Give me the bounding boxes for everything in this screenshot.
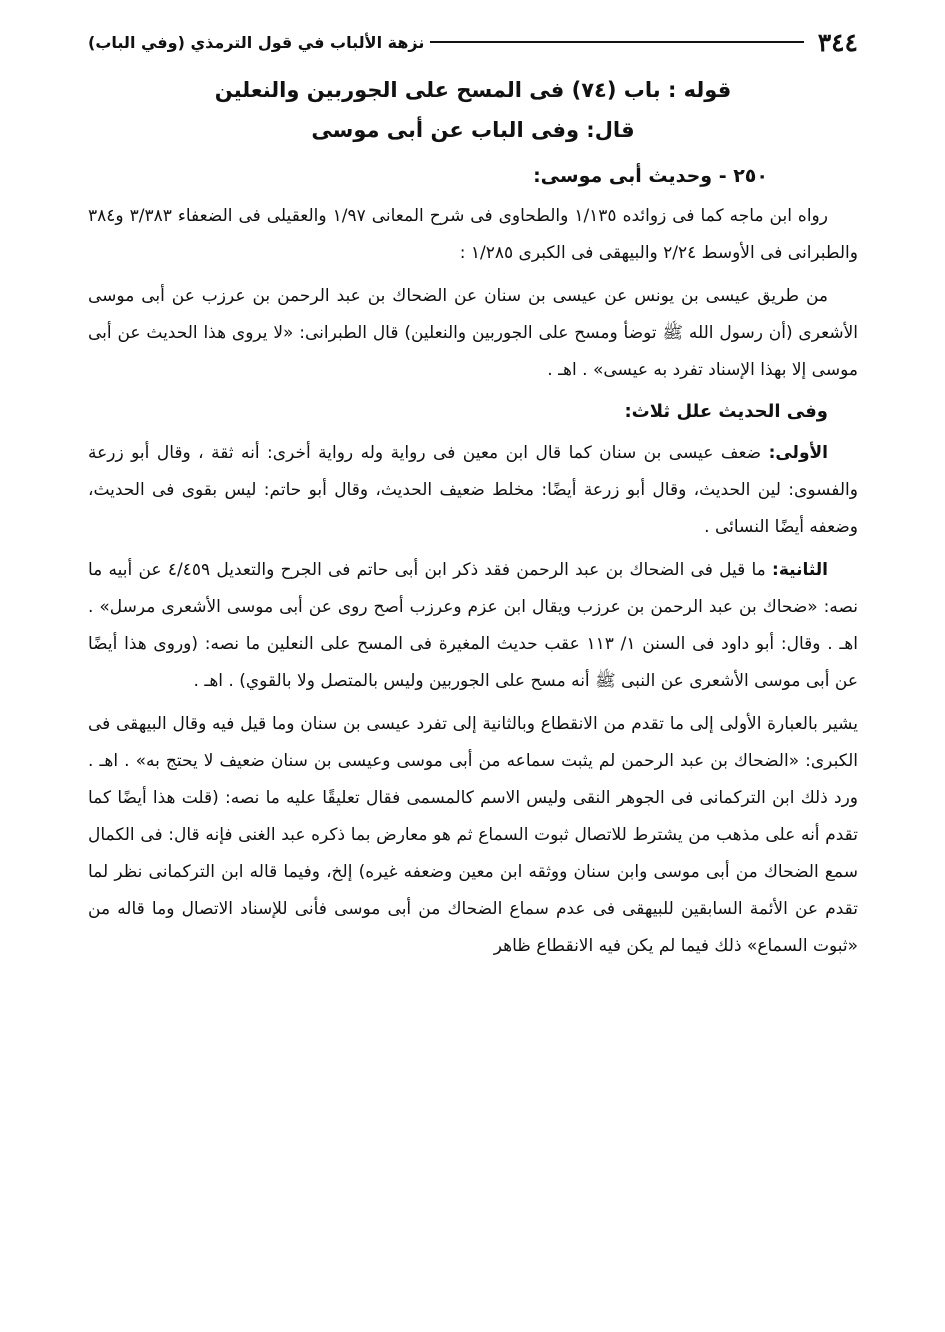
page-number: ٣٤٤ xyxy=(817,27,858,57)
paragraph-second-defect xyxy=(88,552,858,700)
book-page xyxy=(88,22,858,1312)
paragraph-isnad: من طريق عيسى بن يونس عن عيسى بن سنان عن الضحاك بن عبد الرحمن بن عرزب عن أبى موسى الأشعرى (أن رسول الله ﷺ توضأ ومسح على الجوربين والنعلين) قال الطبرانى: «لا يروى هذا الحديث عن أبى موسى إلا بهذا الإسناد تفرد به عيسى» . اهـ . xyxy=(88,286,858,380)
running-title: نزهة الألباب في قول الترمذي (وفي الباب) xyxy=(88,32,425,52)
first-defect-label: الأولى: xyxy=(768,443,828,463)
chapter-title: قوله : باب (٧٤) فى المسح على الجوربين والنعلين xyxy=(214,78,732,102)
defects-heading: وفى الحديث علل ثلاث: xyxy=(624,401,828,422)
hadith-heading: ٢٥٠ - وحديث أبى موسى: xyxy=(533,165,768,187)
chapter-subtitle: قال: وفى الباب عن أبى موسى xyxy=(311,118,635,142)
paragraph-first-defect xyxy=(88,435,858,546)
running-header xyxy=(88,22,858,62)
second-defect-text: ما قيل فى الضحاك بن عبد الرحمن فقد ذكر ابن أبى حاتم فى الجرح والتعديل ٤/٤٥٩ عن أبيه ما نصه: «ضحاك بن عبد الرحمن بن عرزب ويقال ابن عزم وعرزب أصح روى عن أبى موسى الأشعرى مرسل» . اهـ . وقال: أبو داود فى السنن ١/ ١١٣ عقب حديث المغيرة فى المسح على النعلين ما نصه: (وروى هذا أيضًا عن أبى موسى الأشعرى عن النبى ﷺ أنه مسح على الجوربين وليس بالمتصل ولا بالقوي) . اهـ . xyxy=(88,560,858,691)
paragraph-commentary: يشير بالعبارة الأولى إلى ما تقدم من الانقطاع وبالثانية إلى تفرد عيسى بن سنان وما قيل فيه وقال البيهقى فى الكبرى: «الضحاك بن عبد الرحمن لم يثبت سماعه من أبى موسى وعيسى بن سنان ضعيف لا يحتج به» . اهـ . ورد ذلك ابن التركمانى فى الجوهر النقى وليس الاسم كالمسمى فقال تعليقًا عليه ما نصه: (قلت هذا أيضًا كما تقدم أنه على مذهب من يشترط للاتصال ثبوت السماع ثم هو معارض بما ذكره عبد الغنى فإنه قال: فى الكمال سمع الضحاك من أبى موسى وابن سنان ووثقه ابن معين وضعفه غيره) إلخ، وفيما قاله ابن التركمانى نظر لما تقدم عن الأئمة السابقين للبيهقى فى عدم سماع الضحاك من أبى موسى فأنى للإسناد الاتصال وما قاله من «ثبوت السماع» ذلك فيما لم يكن فيه الانقطاع ظاهر xyxy=(88,714,858,956)
header-rule xyxy=(430,41,803,43)
paragraph-sources: رواه ابن ماجه كما فى زوائده ١/١٣٥ والطحاوى فى شرح المعانى ١/٩٧ والعقيلى فى الضعفاء ٣/٣٨٣ و٣٨٤ والطبرانى فى الأوسط ٢/٢٤ والبيهقى فى الكبرى ١/٢٨٥ : xyxy=(88,206,858,263)
first-defect-text: ضعف عيسى بن سنان كما قال ابن معين فى رواية وله رواية أخرى: أنه ثقة ، وقال أبو زرعة والفسوى: لين الحديث، وقال أبو زرعة أيضًا: مخلط ضعيف الحديث، وقال أبو حاتم: ليس بقوى فى الحديث، وضعفه أيضًا النسائى . xyxy=(88,443,858,537)
second-defect-label: الثانية: xyxy=(772,560,828,580)
